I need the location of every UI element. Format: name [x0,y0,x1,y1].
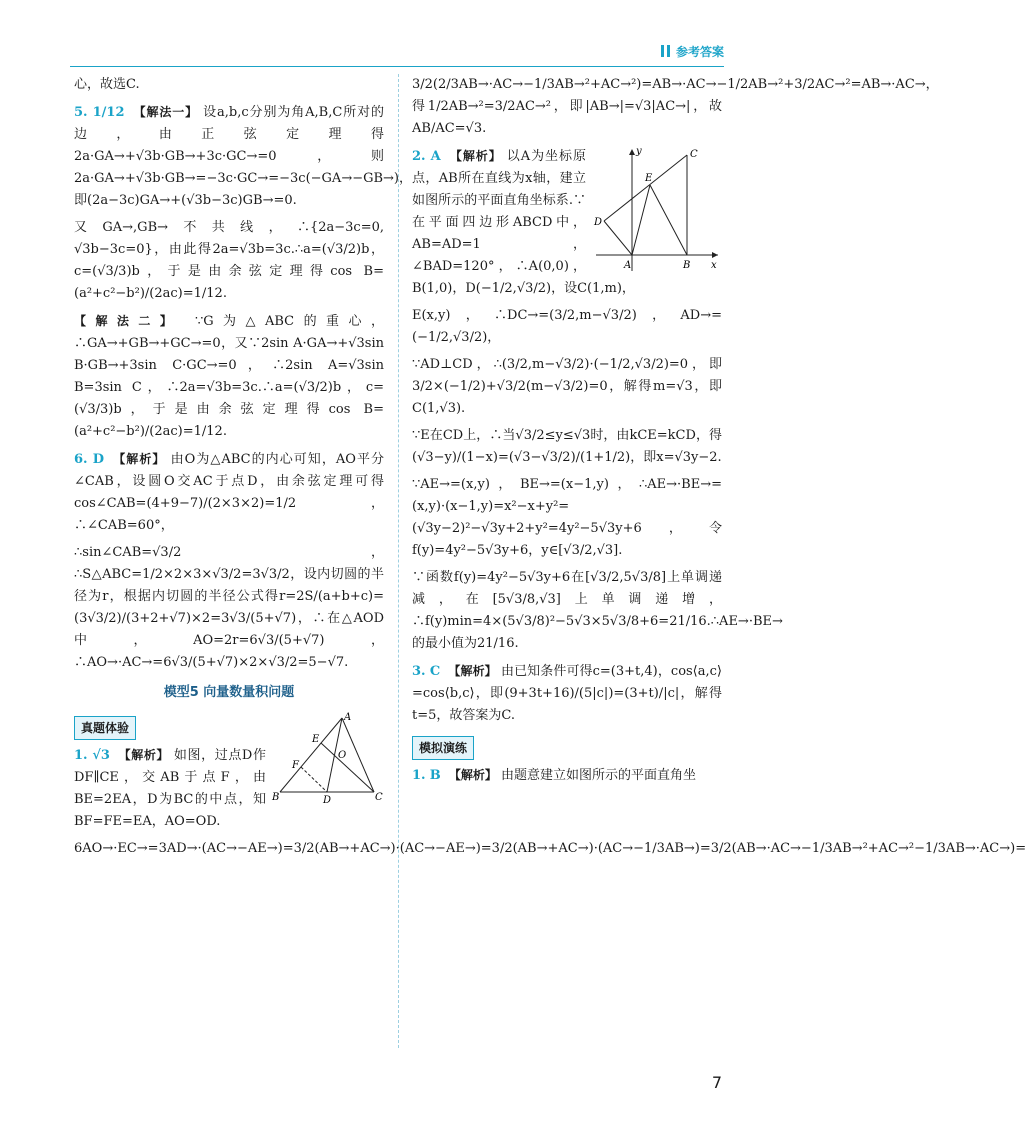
q1b-answer: B [429,768,441,783]
q1-text-1: 如图，过点D作DF∥CE，交AB于点F，由BE=2EA，D为BC的中点，知BF=FE=EA，AO=OD. [74,748,266,829]
page-header [661,40,724,62]
fig1-label-d: D [323,795,332,806]
section-title: 模型5 向量数量积问题 [163,685,295,700]
q2-text-6: ∵函数f(y)=4y²−5√3y+6在[√3/2,5√3/8]上单调递减，在[5√3/8,√3]上单调递增，∴f(y)min=4×(5√3/8)²−5√3×5√3/8+6=21/16.∴AE→·BE→的最小值为21/16. [412,570,783,651]
q6-tag: 【解析】 [113,452,166,466]
q5-method2-tag: 【解法二】 [74,314,182,328]
q1b-text-1: 由题意建立如图所示的平面直角坐 [501,768,697,783]
fig2-label-x: x [711,260,717,271]
column-divider [398,74,399,1048]
q2-number: 2. [412,149,426,164]
header-bars-icon [661,45,670,57]
q1b-tag: 【解析】 [448,768,497,782]
right-continuation: 3/2(2/3AB→·AC→−1/3AB→²+AC→²)=AB→·AC→−1/2AB→²+3/2AC→²=AB→·AC→，得1/2AB→²=3/2AC→²，即|AB→|=√3|AC→|，故AB/AC=√3. [412,77,939,136]
q1-text-2: 6AO→·EC→=3AD→·(AC→−AE→)=3/2(AB→+AC→)·(AC→−AE→)=3/2(AB→+AC→)·(AC→−1/3AB→)=3/2(AB→·AC→−1/3AB→²+AC→²−1/3AB→·AC→)= [74,841,1026,856]
question-5 [74,101,413,212]
left-continuation: 心，故选C. [74,77,140,92]
coordinate-figure [592,145,722,275]
header-rule [70,66,724,67]
q5-text-1: 设a,b,c分别为角A,B,C所对的边，由正弦定理得2a·GA→+√3b·GB→+3c·GC→=0，则2a·GA→+√3b·GB→=−3c·GC→=−3c(−GA→−GB→)，即(2a−3c)GA→+(√3b−3c)GB→=0. [74,105,413,208]
q2-tag: 【解析】 [449,149,502,163]
q2-text-4: ∵E在CD上，∴当√3/2≤y≤√3时，由kCE=kCD，得(√3−y)/(1−x)=(√3−√3/2)/(1+1/2)，即x=√3y−2. [412,428,722,465]
question-3 [412,660,722,727]
fig1-label-a: A [344,712,352,723]
fig2-label-y: y [636,146,642,157]
q1-number: 1. [74,748,88,763]
box-label-simulation: 模拟演练 [412,736,474,760]
fig2-label-e: E [645,173,653,184]
q3-number: 3. [412,664,426,679]
fig2-label-a: A [624,260,632,271]
q1-answer: √3 [92,748,110,763]
q2-text-5: ∵AE→=(x,y)，BE→=(x−1,y)，∴AE→·BE→=(x,y)·(x−1,y)=x²−x+y²=(√3y−2)²−√3y+2+y²=4y²−5√3y+6，令f(y)=4y²−5√3y+6，y∈[√3/2,√3]. [412,477,722,558]
fig1-label-b: B [272,792,280,803]
q5-answer: 1/12 [92,105,125,120]
fig1-label-c: C [375,792,383,803]
fig2-label-c: C [690,149,698,160]
question-1-simulation [412,764,722,787]
q3-text-1: 由已知条件可得c=(3+t,4)，cos⟨a,c⟩=cos⟨b,c⟩，即(9+3t+16)/(5|c|)=(3+t)/|c|，解得t=5，故答案为C. [412,664,722,723]
question-6 [74,448,384,537]
q6-text-1: 由O为△ABC的内心可知，AO平分∠CAB，设圆O交AC于点D，由余弦定理可得cos∠CAB=(4+9−7)/(2×3×2)=1/2，∴∠CAB=60°， [74,452,384,533]
box-label-real-exam: 真题体验 [74,716,136,740]
fig2-label-d: D [594,217,603,228]
q3-tag: 【解析】 [448,664,497,678]
triangle-figure [272,712,384,804]
q2-answer: A [430,149,441,164]
q1b-number: 1. [412,768,426,783]
q6-number: 6. [74,452,88,467]
fig1-label-f: F [292,760,299,771]
q5-method2 [74,310,384,443]
q5-method1-tag: 【解法一】 [133,105,199,119]
q3-answer: C [429,664,441,679]
q2-text-2: E(x,y)，∴DC→=(3/2,m−√3/2)，AD→=(−1/2,√3/2)， [412,308,722,345]
q5-text-3: ∵G为△ABC的重心，∴GA→+GB→+GC→=0，又∵2sin A·GA→+√3sin B·GB→+3sin C·GC→=0，∴2sin A=√3sin B=3sin C，∴2a=√3b=3c.∴a=(√3/2)b，c=(√3/3)b，于是由余弦定理得cos B=(a²+c²−b²)/(2ac)=1/12. [74,314,384,439]
page-number: 7 [711,1073,722,1092]
right-column [412,74,939,792]
fig1-label-o: O [338,750,347,761]
q1-tag: 【解析】 [118,748,170,762]
q5-number: 5. [74,105,88,120]
q6-text-2: ∴sin∠CAB=√3/2，∴S△ABC=1/2×2×3×√3/2=3√3/2，设内切圆的半径为r，根据内切圆的半径公式得r=2S/(a+b+c)=(3√3/2)/(3+2+√7)×2=3√3/(5+√7)，∴在△AOD中，AO=2r=6√3/(5+√7)，∴AO→·AC→=6√3/(5+√7)×2×√3/2=5−√7. [74,545,384,670]
q2-text-1: 以A为坐标原点，AB所在直线为x轴，建立如图所示的平面直角坐标系.∵在平面四边形ABCD中，AB=AD=1，∠BAD=120°，∴A(0,0)，B(1,0)，D(−1/2,√3/2)，设C(1,m)， [412,149,635,296]
fig2-label-b: B [683,260,691,271]
header-title: 参考答案 [675,44,724,59]
q2-text-3: ∵AD⊥CD，∴(3/2,m−√3/2)·(−1/2,√3/2)=0，即3/2×(−1/2)+√3/2(m−√3/2)=0，解得m=√3，即C(1,√3). [412,357,722,416]
fig1-label-e: E [312,734,320,745]
q6-answer: D [92,452,105,467]
q5-text-2: 又GA→,GB→不共线，∴{2a−3c=0, √3b−3c=0}，由此得2a=√3b=3c.∴a=(√3/2)b，c=(√3/3)b，于是由余弦定理得cos B=(a²+c²−b²)/(2ac)=1/12. [74,220,384,301]
